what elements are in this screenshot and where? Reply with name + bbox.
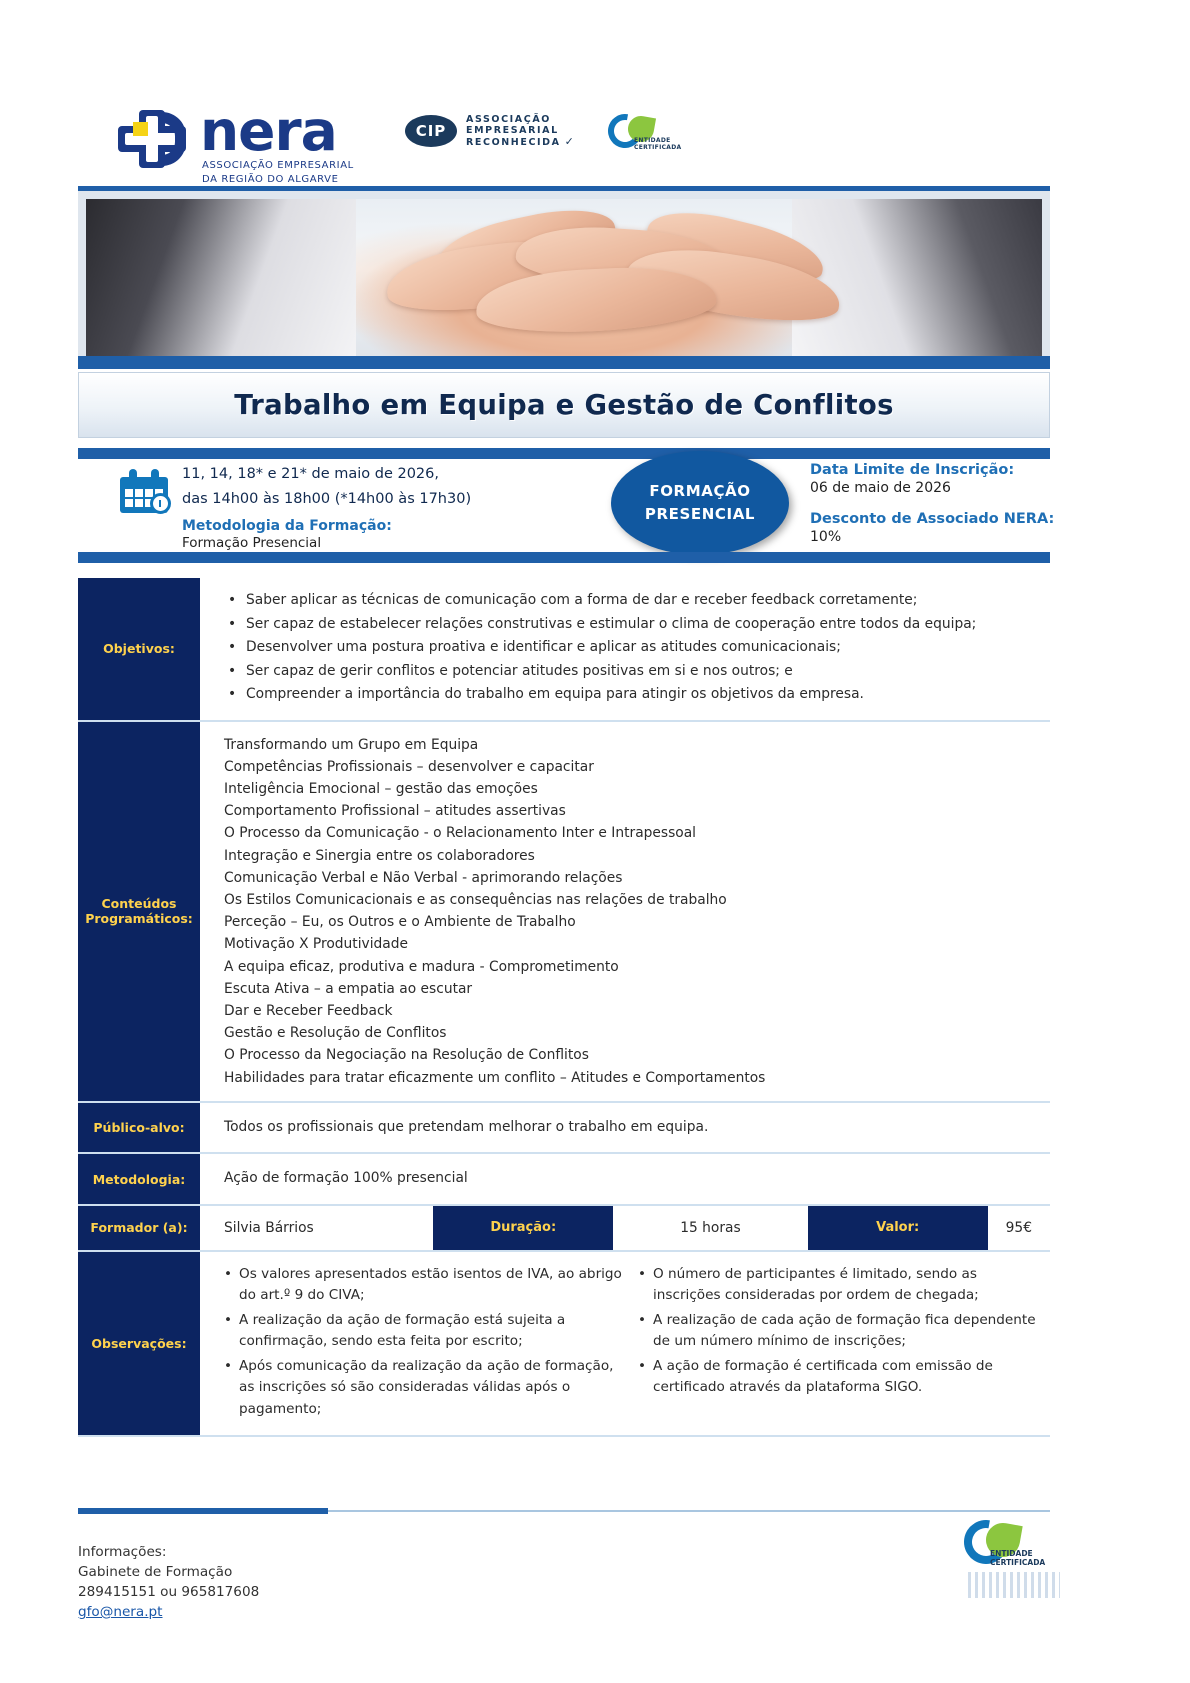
footer-cert-text [990, 1550, 1045, 1567]
footer-cert-line-1: ENTIDADE [990, 1549, 1033, 1558]
price-label: Valor: [808, 1206, 988, 1250]
trainer-label: Formador (a): [78, 1206, 200, 1250]
list-item: • Ser capaz de gerir conflitos e potenciar atitudes positivas em si e nos outros; e [244, 661, 1034, 683]
list-item: • A realização de cada ação de formação fica dependente de um número mínimo de inscrições; [653, 1310, 1038, 1353]
contents-label [78, 722, 200, 1101]
list-item: Inteligência Emocional – gestão das emoções [224, 780, 538, 797]
nera-wordmark-block [200, 99, 354, 185]
list-item: O Processo da Negociação na Resolução de Conflitos [224, 1047, 589, 1064]
course-dates-line2: das 14h00 às 18h00 (*14h00 às 17h30) [182, 491, 472, 507]
discount-label: Desconto de Associado NERA: [810, 511, 1055, 527]
hero-sleeve-right [792, 199, 1042, 356]
table-row-observations [78, 1252, 1050, 1438]
check-icon: ✓ [564, 135, 576, 148]
footer-contact-block [78, 1542, 259, 1622]
strip-top-rule [78, 448, 1050, 459]
title-top-rule [78, 356, 1050, 369]
course-dates-line1: 11, 14, 18* e 21* de maio de 2026, [182, 466, 439, 482]
cert-text-block [634, 137, 681, 151]
observations-column-right [634, 1264, 1038, 1424]
table-row-methodology [78, 1154, 1050, 1206]
list-item: A equipa eficaz, produtiva e madura - Comprometimento [224, 958, 619, 975]
duration-label: Duração: [433, 1206, 613, 1250]
table-row-audience [78, 1103, 1050, 1155]
list-item: Perceção – Eu, os Outros e o Ambiente de Trabalho [224, 914, 576, 931]
list-item: Motivação X Produtividade [224, 936, 409, 953]
strip-right-block [810, 461, 1130, 546]
nera-cross-icon [118, 110, 186, 168]
cip-line-3-wrap [466, 136, 575, 148]
list-item: • Saber aplicar as técnicas de comunicação com a forma de dar e receber feedback corretamente; [244, 590, 1034, 612]
list-item: • Os valores apresentados estão isentos de IVA, ao abrigo do art.º 9 do CIVA; [239, 1264, 624, 1307]
price-value: 95€ [1005, 1219, 1032, 1236]
cip-line-3: RECONHECIDA [466, 137, 561, 148]
footer-seal-marks [968, 1572, 1060, 1598]
cip-line-1: ASSOCIAÇÃO [466, 114, 551, 125]
discount-value: 10% [810, 529, 842, 545]
methodology-label: Metodologia: [78, 1154, 200, 1204]
observations-right-list [634, 1264, 1038, 1399]
cip-line-2: EMPRESARIAL [466, 125, 559, 136]
footer-email-link[interactable]: gfo@nera.pt [78, 1604, 163, 1620]
info-strip [78, 459, 1055, 557]
table-row-objectives [78, 578, 1050, 722]
table-row-trainer [78, 1206, 1050, 1252]
audience-label: Público-alvo: [78, 1103, 200, 1153]
list-item: • Após comunicação da realização da ação de formação, as inscrições só são consideradas válidas após o pagamento; [239, 1356, 624, 1421]
cip-badge: CIP [405, 115, 457, 147]
observations-left-list [220, 1264, 624, 1421]
footer-rule-dark [78, 1508, 328, 1514]
certification-logo [608, 112, 680, 152]
deadline-label: Data Limite de Inscrição: [810, 462, 1015, 478]
contents-label-line2: Programáticos: [85, 911, 193, 927]
list-item: • Compreender a importância do trabalho em equipa para atingir os objetivos da empresa. [244, 684, 1034, 706]
cip-logo [405, 114, 575, 148]
methodology-header-label: Metodologia da Formação: [182, 518, 392, 534]
list-item: Comunicação Verbal e Não Verbal - aprimorando relações [224, 869, 623, 886]
nera-subtitle-line2: DA REGIÃO DO ALGARVE [202, 173, 339, 185]
observations-column-left [220, 1264, 624, 1424]
cert-line-2: CERTIFICADA [634, 144, 682, 151]
details-table [78, 578, 1050, 1437]
strip-bottom-rule [78, 552, 1050, 563]
list-item: Comportamento Profissional – atitudes assertivas [224, 803, 566, 820]
format-badge-line2: PRESENCIAL [644, 505, 756, 523]
nera-subtitle-line1: ASSOCIAÇÃO EMPRESARIAL [202, 160, 354, 171]
title-banner [78, 372, 1050, 438]
footer-office: Gabinete de Formação [78, 1564, 233, 1580]
list-item: O Processo da Comunicação - o Relacionamento Inter e Intrapessoal [224, 825, 696, 842]
list-item: • O número de participantes é limitado, sendo as inscrições consideradas por ordem de chegada; [653, 1264, 1038, 1307]
list-item: • Desenvolver uma postura proativa e identificar e aplicar as atitudes comunicacionais; [244, 637, 1034, 659]
table-row-contents [78, 722, 1050, 1103]
objectives-content [200, 578, 1050, 720]
deadline-value: 06 de maio de 2026 [810, 480, 951, 496]
calendar-clock-icon [120, 469, 174, 513]
duration-value: 15 horas [680, 1219, 741, 1236]
observations-label: Observações: [78, 1252, 200, 1436]
audience-value: Todos os profissionais que pretendam melhorar o trabalho em equipa. [224, 1118, 709, 1135]
observations-content [200, 1252, 1050, 1436]
list-item: Integração e Sinergia entre os colaboradores [224, 847, 535, 864]
list-item: • A realização da ação de formação está sujeita a confirmação, sendo esta feita por escrito; [239, 1310, 624, 1353]
cip-text-block [466, 114, 575, 148]
methodology-header-value: Formação Presencial [182, 535, 322, 551]
logo-bar [0, 96, 1190, 184]
contents-content [200, 722, 1050, 1101]
hero-image-frame [78, 186, 1050, 356]
list-item: Escuta Ativa – a empatia ao escutar [224, 980, 473, 997]
footer-certification-logo [960, 1520, 1070, 1600]
footer-phones: 289415151 ou 965817608 [78, 1584, 260, 1600]
list-item: Gestão e Resolução de Conflitos [224, 1025, 447, 1042]
list-item: Habilidades para tratar eficazmente um conflito – Atitudes e Comportamentos [224, 1069, 766, 1086]
objectives-list [224, 590, 1034, 706]
hero-image-teamwork-hands [86, 199, 1042, 356]
list-item: Competências Profissionais – desenvolver e capacitar [224, 758, 594, 775]
methodology-value: Ação de formação 100% presencial [224, 1170, 468, 1187]
footer-rule-light [328, 1510, 1050, 1512]
list-item: Transformando um Grupo em Equipa [224, 736, 479, 753]
format-badge-line1: FORMAÇÃO [649, 482, 751, 500]
list-item: • A ação de formação é certificada com emissão de certificado através da plataforma SIGO. [653, 1356, 1038, 1399]
list-item: Dar e Receber Feedback [224, 1002, 393, 1019]
objectives-label: Objetivos: [78, 578, 200, 720]
footer-cert-line-2: CERTIFICADA [990, 1557, 1046, 1567]
nera-wordmark: nera [200, 99, 337, 163]
cert-line-1: ENTIDADE [634, 137, 671, 144]
list-item: • Ser capaz de estabelecer relações construtivas e estimular o clima de cooperação entre todos da equipa; [244, 614, 1034, 636]
nera-logo [118, 99, 354, 185]
contents-label-line1: Conteúdos [101, 896, 177, 912]
hero-sleeve-left [86, 199, 356, 356]
footer-info-label: Informações: [78, 1544, 167, 1560]
strip-left-block [182, 459, 602, 552]
page-title: Trabalho em Equipa e Gestão de Conflitos [234, 389, 894, 421]
list-item: Os Estilos Comunicacionais e as consequências nas relações de trabalho [224, 891, 727, 908]
format-badge [611, 451, 789, 555]
trainer-value: Silvia Bárrios [224, 1219, 314, 1236]
